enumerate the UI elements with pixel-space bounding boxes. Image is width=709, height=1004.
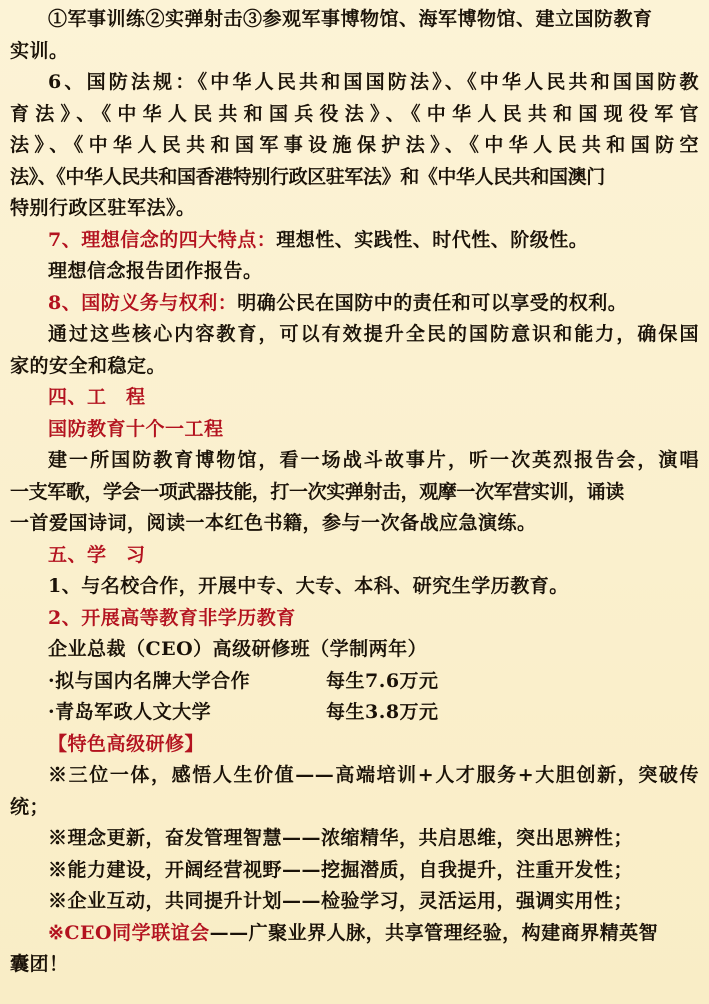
project-line-2: 一支军歌，学会一项武器技能，打一次实弹射击，观摩一次军营实训，诵读 xyxy=(10,480,624,503)
feature-5-line-1 xyxy=(10,918,699,950)
project-line-3: 一首爱国诗词，阅读一本红色书籍，参与一次备战应急演练。 xyxy=(10,512,537,534)
regulations-line-3: 法》、《中华人民共和国军事设施保护法》、《中华人民共和国防空 xyxy=(10,134,699,156)
feature-3: ※能力建设，开阔经营视野——挖掘潜质，自我提升，注重开发性； xyxy=(48,858,634,881)
option-row-1 xyxy=(10,666,699,698)
duties-text: 明确公民在国防中的责任和可以享受的权利。 xyxy=(237,291,628,314)
duties-label: 8、国防义务与权利： xyxy=(48,291,238,314)
regulations-line-5: 特别行政区驻军法》。 xyxy=(10,197,196,219)
feature-heading: 【特色高级研修】 xyxy=(48,732,205,755)
option-1-price: 每生7.6万元 xyxy=(326,669,439,692)
regulations-line-2: 育法》、《中华人民共和国兵役法》、《中华人民共和国现役军官 xyxy=(10,102,699,125)
feature-2: ※理念更新，奋发管理智慧——浓缩精华，共启思维，突出思辨性； xyxy=(48,827,634,849)
option-2-price: 每生3.8万元 xyxy=(326,701,439,723)
summary-line-1: 通过这些核心内容教育，可以有效提升全民的国防意识和能力，确保国 xyxy=(48,323,699,345)
project-line-1: 建一所国防教育博物馆，看一场战斗故事片，听一次英烈报告会，演唱 xyxy=(48,449,699,471)
section-four-heading: 四、工 程 xyxy=(48,386,146,408)
ideals-text: 理想性、实践性、时代性、阶级性。 xyxy=(276,228,589,251)
feature-1-line-1: ※三位一体，感悟人生价值——高端培训+人才服务+大胆创新，突破传 xyxy=(48,764,699,786)
ideals-line xyxy=(10,225,699,257)
duties-line xyxy=(10,288,699,320)
feature-5-label: ※CEO同学联谊会 xyxy=(48,921,210,944)
regulations-line-4: 法》、《中华人民共和国香港特别行政区驻军法》和《中华人民共和国澳门 xyxy=(10,165,605,188)
option-2-name: ·青岛军政人文大学 xyxy=(48,701,212,723)
ceo-course-title: 企业总裁（CEO）高级研修班（学制两年） xyxy=(48,638,428,660)
activity-list-line-2: 实训。 xyxy=(10,39,69,62)
feature-5-text: ——广聚业界人脉，共享管理经验，构建商界精英智 xyxy=(209,921,659,944)
ideals-note: 理想信念报告团作报告。 xyxy=(48,260,263,282)
feature-4: ※企业互动，共同提升计划——检验学习，灵活运用，强调实用性； xyxy=(48,890,634,912)
study-item-2: 2、开展高等教育非学历教育 xyxy=(48,606,296,629)
feature-1-line-2: 统； xyxy=(10,795,50,818)
feature-5-line-2: 囊团！ xyxy=(10,953,69,975)
ideals-label: 7、理想信念的四大特点： xyxy=(48,228,277,251)
study-item-1: 1、与名校合作，开展中专、大专、本科、研究生学历教育。 xyxy=(48,575,569,597)
summary-line-2: 家的安全和稳定。 xyxy=(10,354,167,377)
option-row-2 xyxy=(10,697,699,729)
section-four-subheading: 国防教育十个一工程 xyxy=(48,417,224,440)
regulations-line-1: 6、国防法规：《中华人民共和国国防法》、《中华人民共和国国防教 xyxy=(48,71,699,93)
option-1-name: ·拟与国内名牌大学合作 xyxy=(48,669,251,692)
activity-list-line-1: ①军事训练②实弹射击③参观军事博物馆、海军博物馆、建立国防教育 xyxy=(48,8,653,30)
section-five-heading: 五、学 习 xyxy=(48,543,146,566)
